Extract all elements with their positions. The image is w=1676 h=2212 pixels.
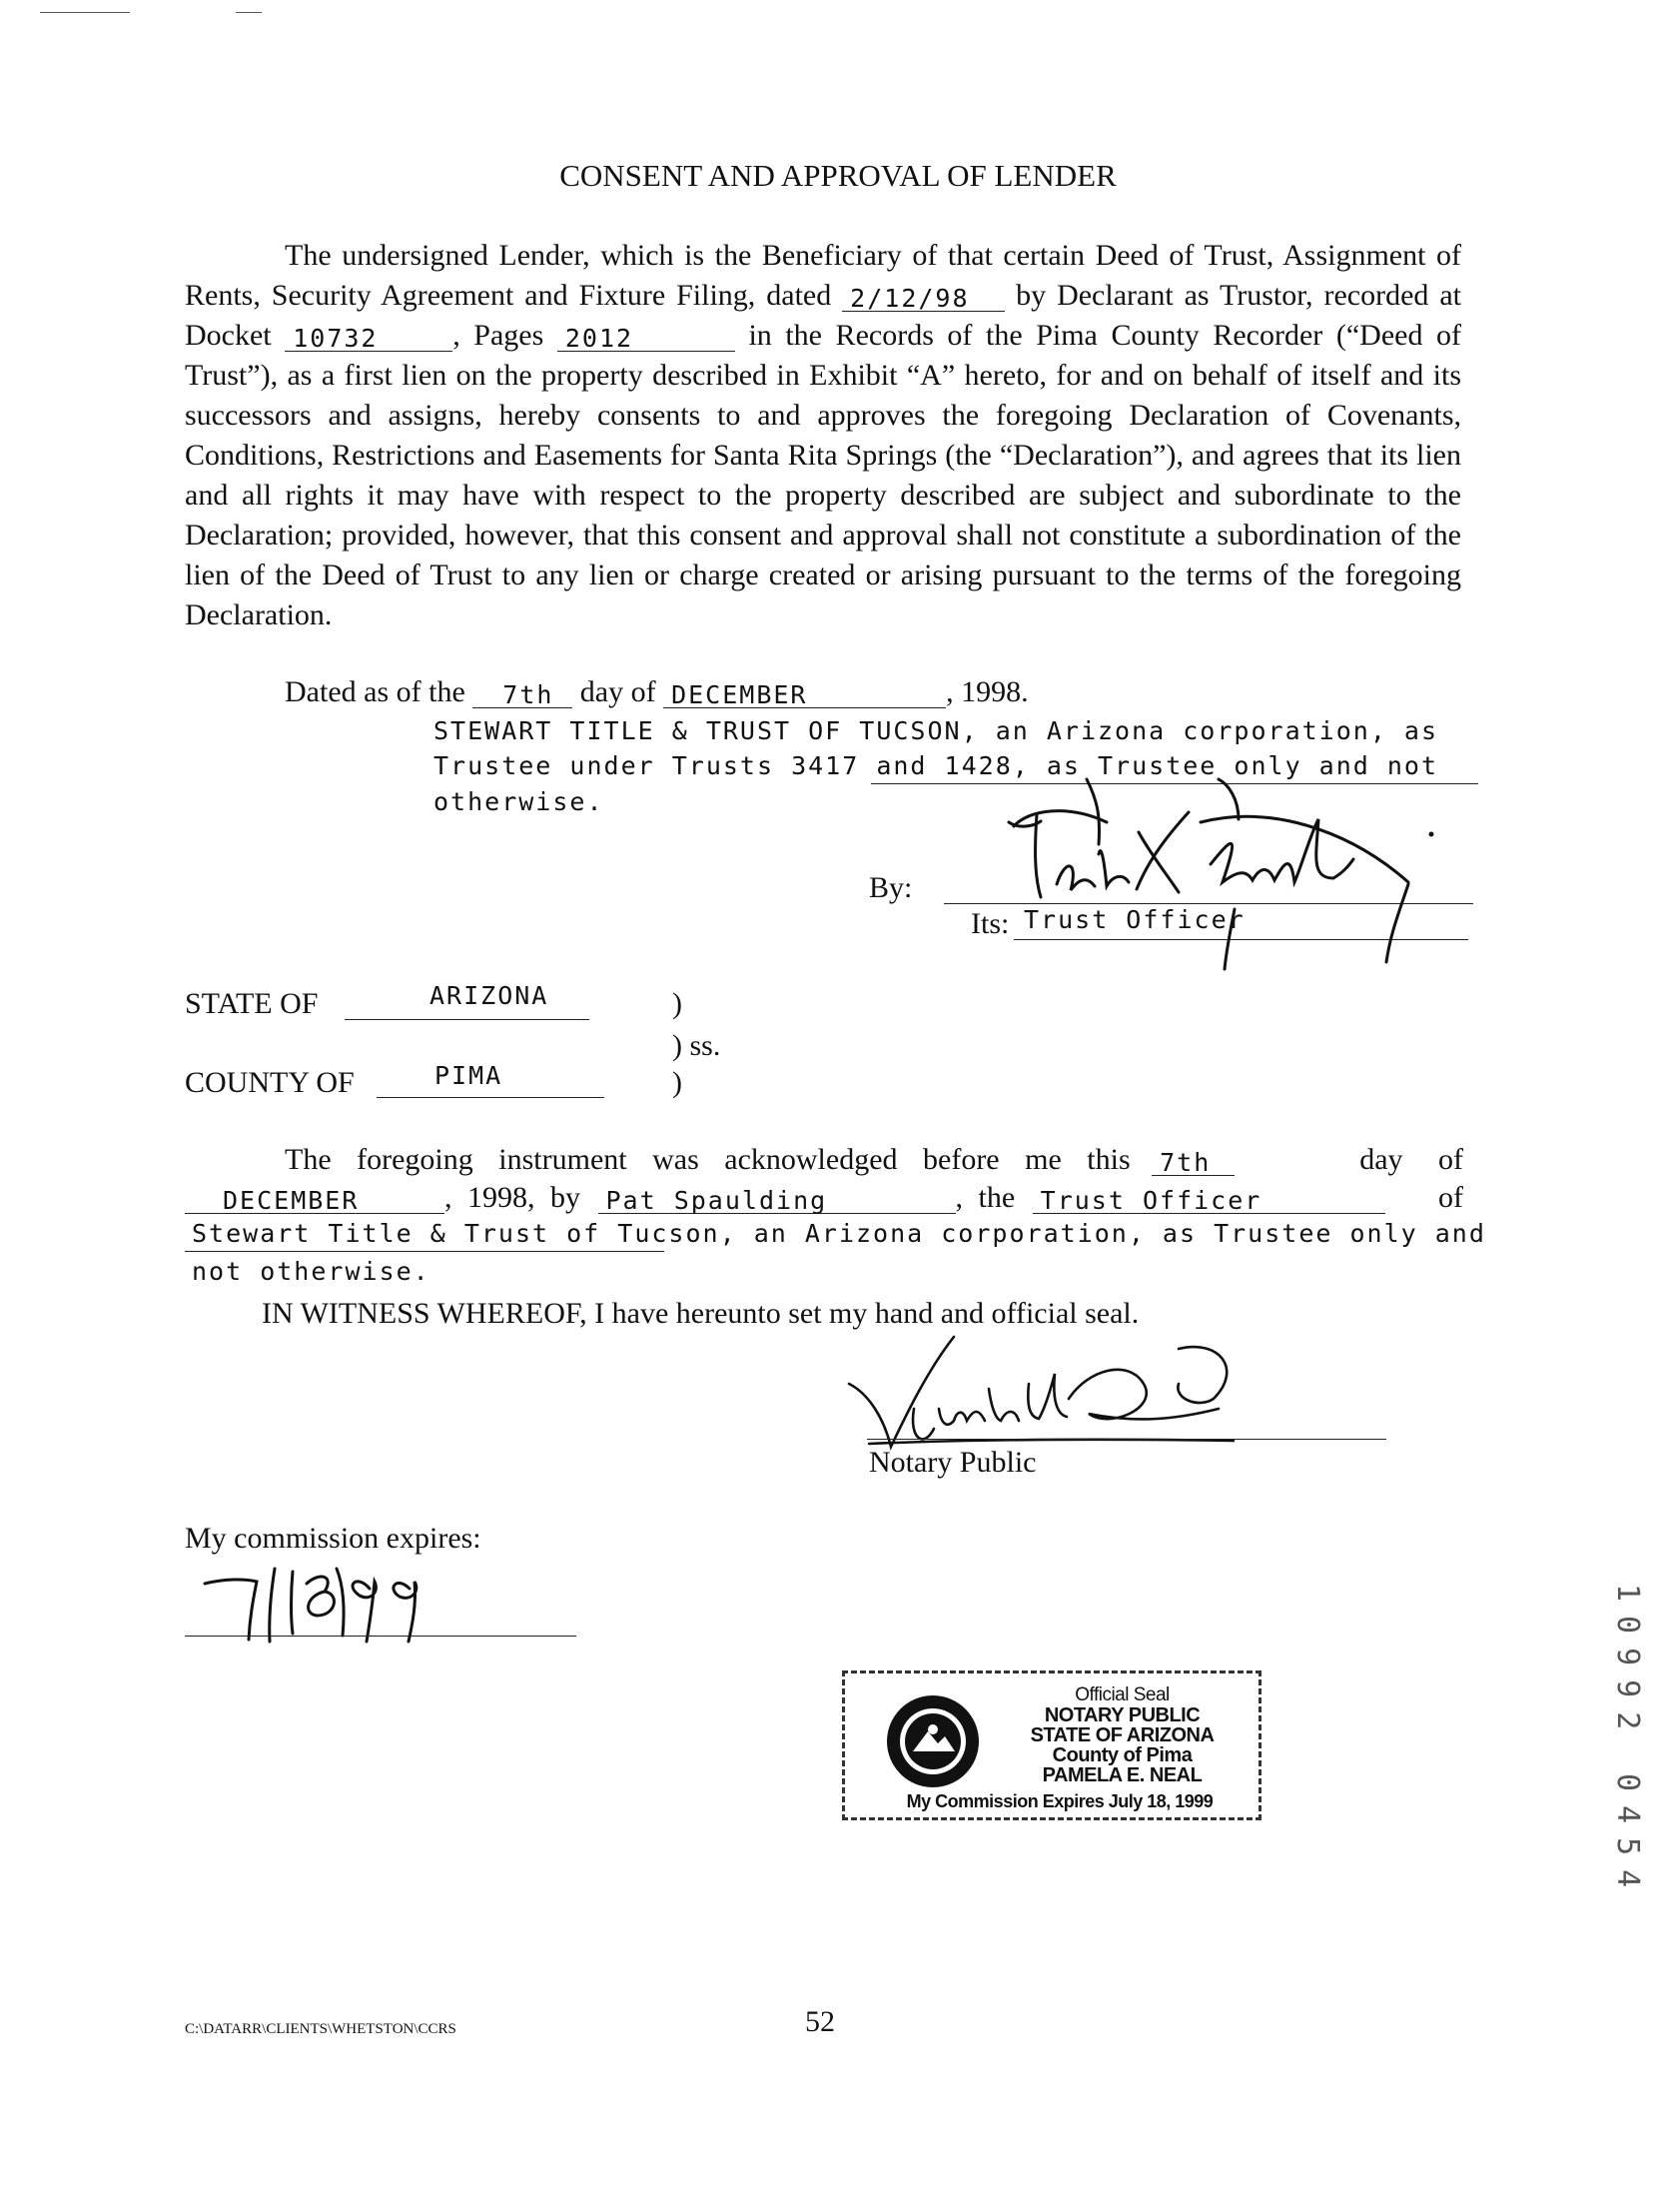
consent-text-1: The undersigned Lender, which is the Beneficiary of that certain Deed of Trust, Assignment of Rents, Security Agreement and Fixture Filing, dated [185,239,1461,312]
ss-label: ) ss. [672,1029,721,1062]
its-value: Trust Officer [1024,905,1246,934]
deed-date-field: 2/12/98 [842,281,1005,312]
ack-text-3: , 1998, by [444,1181,580,1214]
ack-text-5: of [1438,1181,1463,1214]
paren-top: ) [672,987,682,1020]
notary-seal-stamp [842,1670,1261,1820]
scan-artifact [40,12,130,13]
dated-middle: day of [579,675,656,708]
notary-public-label: Notary Public [869,1446,1037,1479]
commission-line [185,1636,576,1637]
trustee-line-3: otherwise. [433,787,604,816]
commission-label: My commission expires: [185,1522,481,1555]
pages-field: 2012 [557,321,735,352]
consent-text-3: , Pages [452,319,544,352]
by-label: By: [869,871,913,904]
paren-bottom: ) [672,1066,682,1099]
ack-text-4: , the [955,1181,1016,1214]
witness-statement: IN WITNESS WHEREOF, I have hereunto set my hand and official seal. [262,1297,1140,1330]
state-line [345,1019,589,1020]
consent-text-4: in the Records of the Pima County Recorder (“Deed of Trust”), as a first lien on the property described in Exhibit “A” hereto, for and on behalf of itself and its successors and assigns, hereby consents to and approves the foregoing Declaration of Covenants, Conditions, Restrictions and Easements for Santa Rita Springs (the “Declaration”), and agrees that its lien and all rights it may have with respect to the property described are subject and subordinate to the Declaration; provided, however, that this consent and approval shall not constitute a subordination of the lien of the Deed of Trust to any lien or charge created or arising pursuant to the terms of the foregoing Declaration. [185,319,1462,631]
county-label: COUNTY OF [185,1066,355,1099]
dated-suffix: , 1998. [946,675,1029,708]
seal-line-3: STATE OF ARIZONA [1030,1724,1215,1746]
state-seal-emblem [883,1691,983,1791]
consent-text-2: by Declarant as Trustor, recorded at Docket [185,279,1462,352]
trust-officer-signature [939,774,1478,974]
ack-name-field: Pat Spaulding [598,1183,956,1214]
ack-line-3-underline [185,1251,664,1252]
scan-artifact [236,12,262,13]
trustee-line-2: Trustee under Trusts 3417 and 1428, as Trustee only and not [433,751,1439,780]
footer-file-path: C:\DATARR\CLIENTS\WHETSTON\CCRS [185,2021,456,2037]
ack-line-1 [285,1143,1463,1177]
ack-line-3: Stewart Title & Trust of Tucson, an Arizona corporation, as Trustee only and [192,1219,1486,1248]
ack-text-2: day of [1359,1143,1463,1176]
county-value: PIMA [434,1061,503,1090]
county-line [377,1097,604,1098]
notary-signature-line [867,1439,1386,1440]
ack-role-field: Trust Officer [1033,1183,1385,1214]
its-label: Its: [971,907,1010,940]
recording-number-bottom: 0454 [1610,1773,1645,1902]
dated-day-field: 7th [472,677,572,708]
trustee-line-1: STEWART TITLE & TRUST OF TUCSON, an Arizona corporation, as [433,716,1439,745]
state-label: STATE OF [185,987,319,1020]
commission-handwritten-date [195,1564,434,1644]
ack-month-field: DECEMBER [185,1183,444,1214]
seal-text-block [995,1685,1250,1785]
page-number: 52 [805,2005,835,2038]
ack-line-4: not otherwise. [192,1257,430,1286]
ack-line-2 [185,1181,1463,1215]
page-title: CONSENT AND APPROVAL OF LENDER [559,158,1117,193]
seal-line-1: Official Seal [1075,1684,1170,1705]
seal-line-6: My Commission Expires July 18, 1999 [906,1791,1214,1811]
dated-month-field: DECEMBER [663,677,946,708]
dated-line [285,675,1029,709]
state-value: ARIZONA [429,981,549,1010]
ack-text-1: The foregoing instrument was acknowledged before me this [285,1143,1131,1176]
docket-field: 10732 [285,321,452,352]
seal-line-4: County of Pima [1052,1744,1193,1766]
consent-paragraph [185,236,1461,635]
seal-line-2: NOTARY PUBLIC [1044,1704,1201,1726]
recording-number-top: 10992 [1610,1584,1645,1744]
seal-line-5: PAMELA E. NEAL [1042,1764,1203,1786]
ack-day-field: 7th [1152,1145,1235,1176]
dated-prefix: Dated as of the [285,675,465,708]
